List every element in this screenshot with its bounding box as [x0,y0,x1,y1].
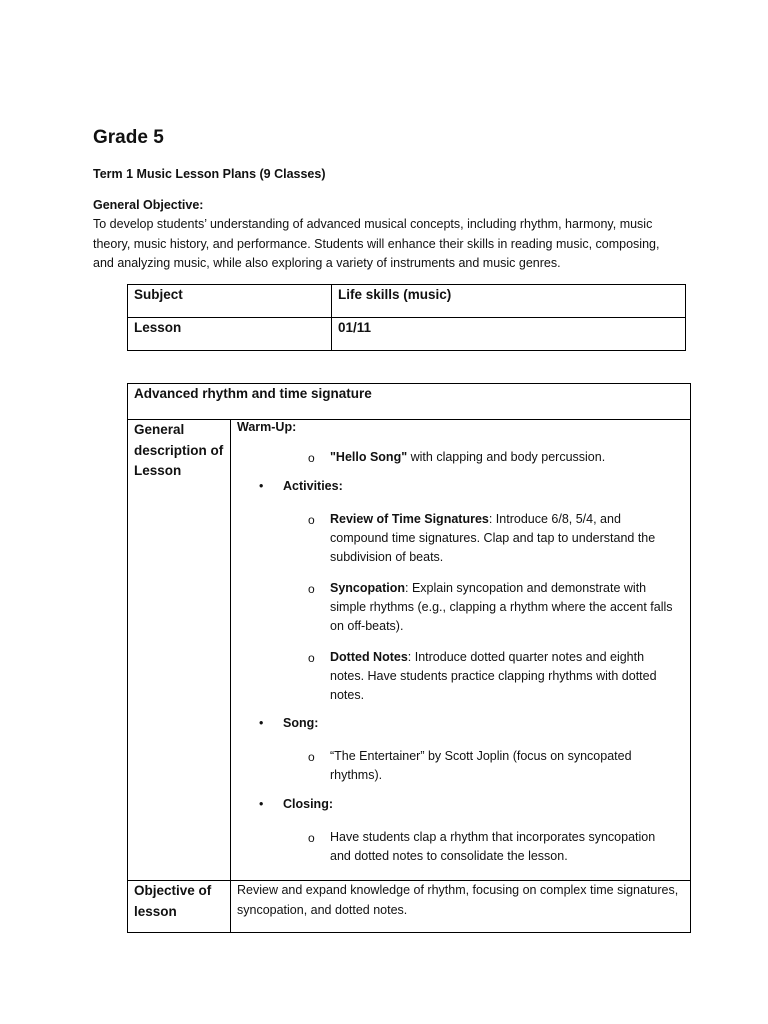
lesson-table [127,383,691,933]
description-label: General description of Lesson [128,420,231,881]
general-objective-text: To develop students’ understanding of advanced musical concepts, including rhythm, harmony, music theory, music history, and performance. Students will enhance their skills in reading music, composing, and analyzing music, while also exploring a variety of instruments and music genres. [93,217,660,270]
table-row [128,420,691,881]
table-row [128,318,686,351]
sub-bullet-marker: o [308,750,315,764]
subject-value: Life skills (music) [332,285,686,318]
objective-label: Objective of lesson [128,881,231,933]
warmup-item-bold: "Hello Song" [330,450,408,464]
bullet-marker: • [259,797,264,811]
activity-item-text: : Introduce 6/8, 5/4, and compound time signatures. Clap and tap to understand the subdivision of beats. [330,512,656,564]
closing-label: Closing: [283,797,333,811]
sub-bullet-marker: o [308,831,315,845]
activity-item [330,648,675,705]
page-subtitle: Term 1 Music Lesson Plans (9 Classes) [93,167,326,181]
table-row [128,285,686,318]
warmup-item [330,448,675,467]
activity-item-bold: Syncopation [330,581,406,595]
activity-item-text: : Explain syncopation and demonstrate with simple rhythms (e.g., clapping a rhythm where the accent falls on off-beats). [330,581,673,633]
song-label: Song: [283,716,319,730]
activities-label: Activities: [283,479,343,493]
song-item: “The Entertainer” by Scott Joplin (focus on syncopated rhythms). [330,749,632,782]
activity-item-bold: Dotted Notes [330,650,408,664]
bullet-marker: • [259,479,264,493]
table-row [128,384,691,420]
table-row [128,881,691,933]
warmup-label: Warm-Up: [237,420,297,434]
bullet-marker: • [259,716,264,730]
objective-text: Review and expand knowledge of rhythm, focusing on complex time signatures, syncopation, and dotted notes. [231,881,691,933]
lesson-value: 01/11 [332,318,686,351]
page-title: Grade 5 [93,127,164,148]
info-table [127,284,686,351]
sub-bullet-marker: o [308,582,315,596]
sub-bullet-marker: o [308,651,315,665]
sub-bullet-marker: o [308,513,315,527]
sub-bullet-marker: o [308,451,315,465]
activity-item [330,579,675,636]
activity-item-bold: Review of Time Signatures [330,512,489,526]
warmup-item-text: with clapping and body percussion. [407,450,606,464]
lesson-title: Advanced rhythm and time signature [128,384,691,420]
closing-item: Have students clap a rhythm that incorporates syncopation and dotted notes to consolidate the lesson. [330,830,656,863]
description-cell [231,420,691,881]
activity-item [330,510,675,567]
general-objective-heading: General Objective: [93,198,204,212]
lesson-label: Lesson [128,318,332,351]
subject-label: Subject [128,285,332,318]
activity-item-text: : Introduce dotted quarter notes and eighth notes. Have students practice clapping rhythms with dotted notes. [330,650,657,702]
